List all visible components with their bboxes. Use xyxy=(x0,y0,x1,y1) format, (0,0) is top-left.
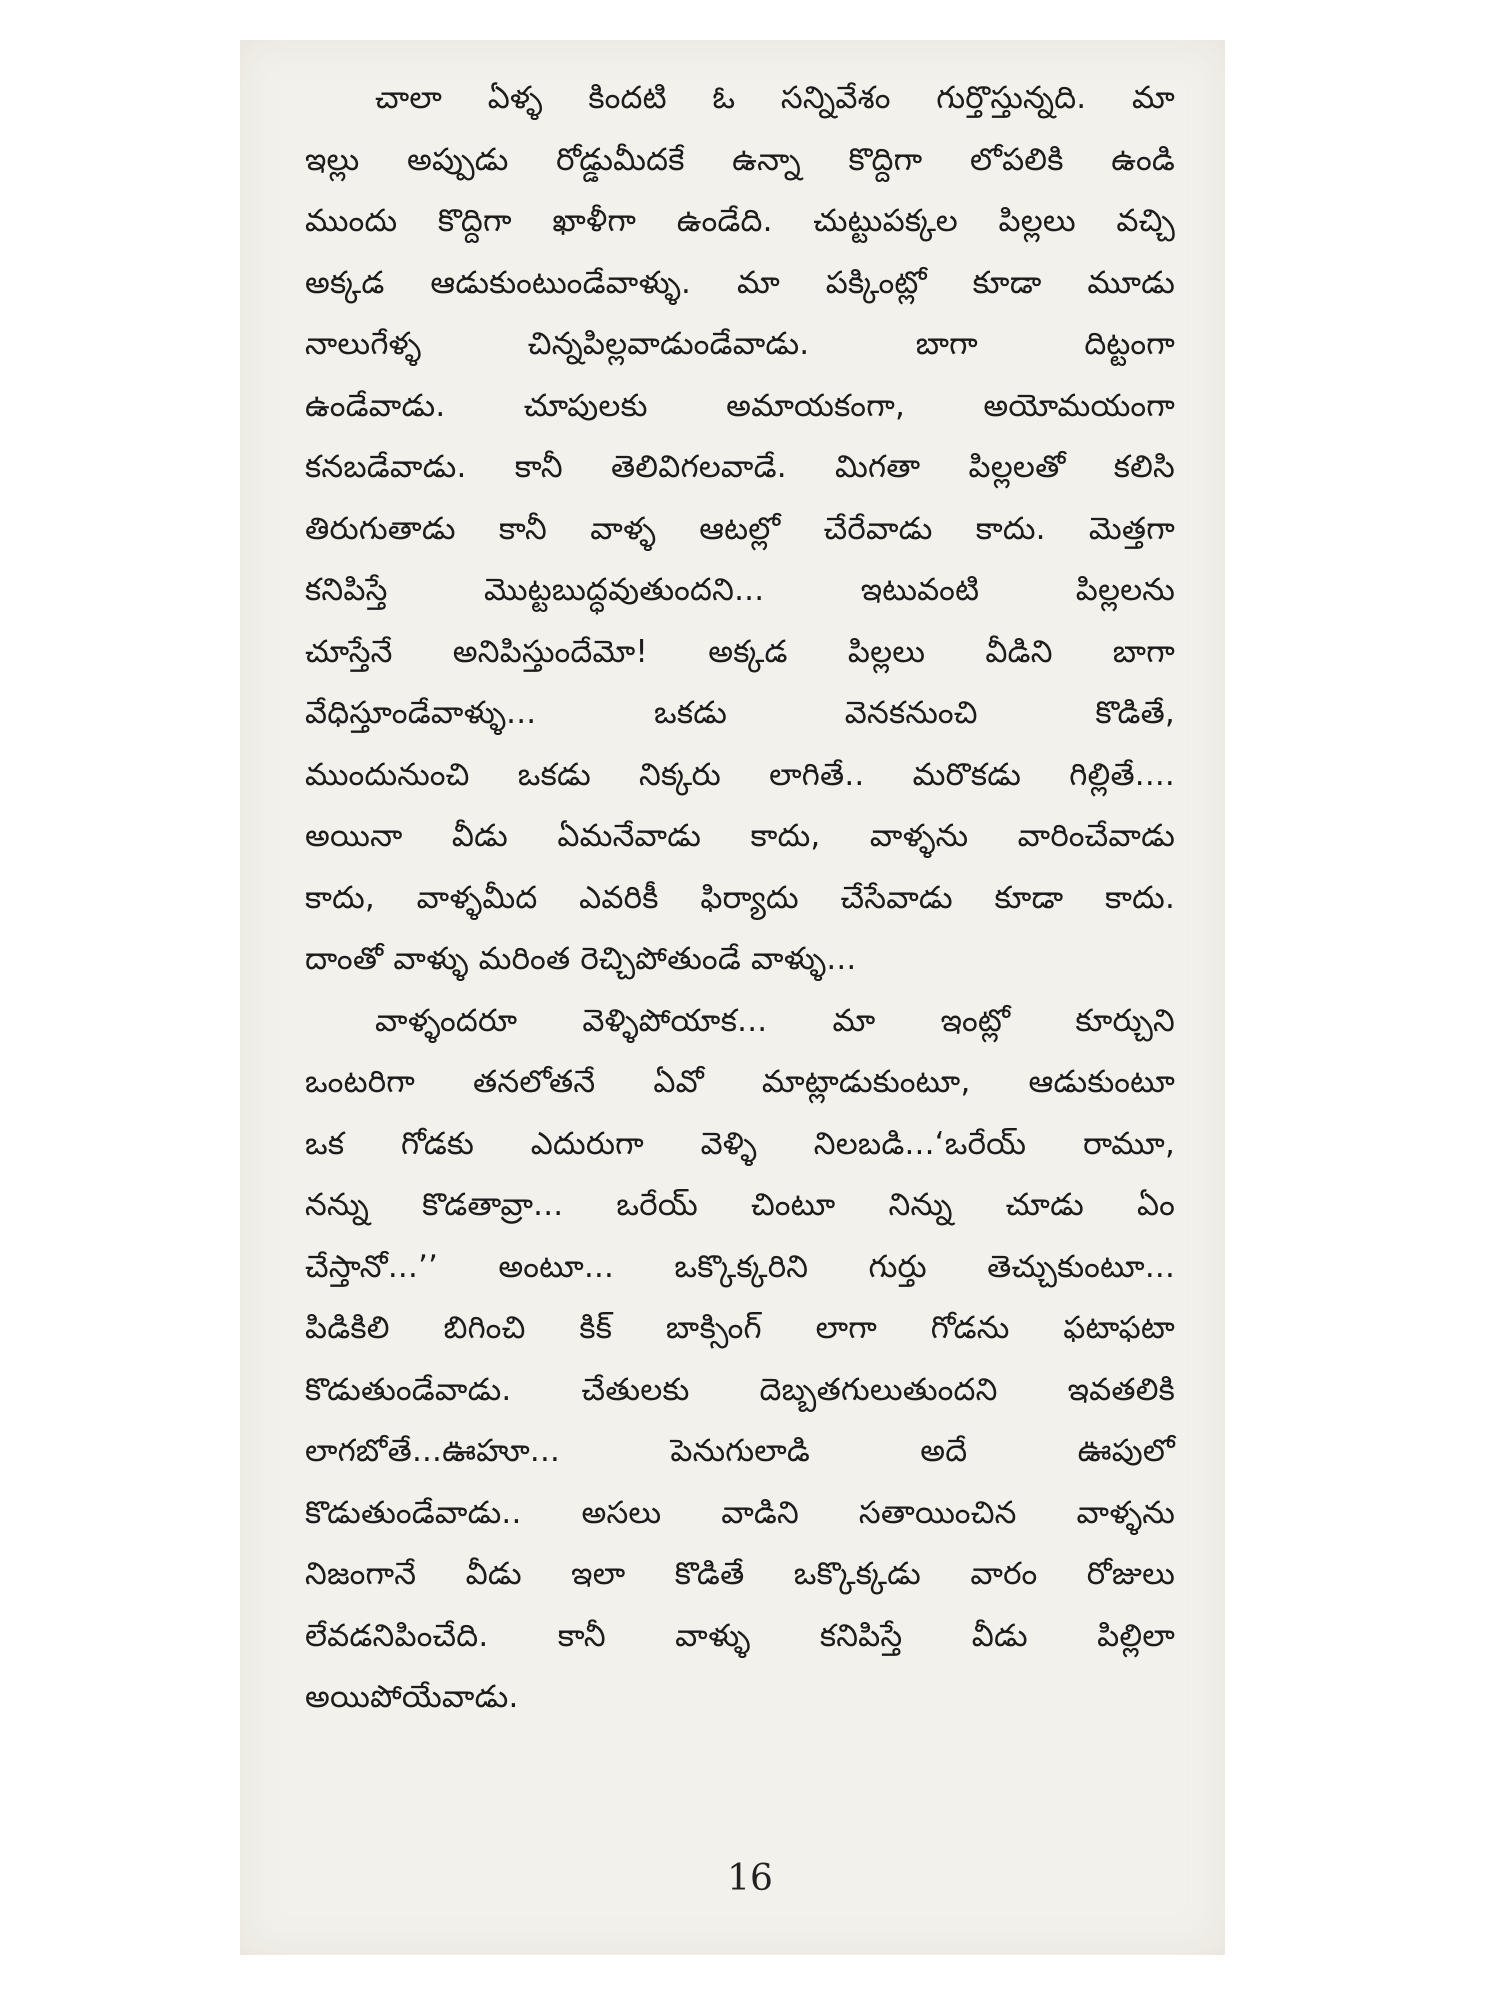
text-line: ముందు కొద్దిగా ఖాళీగా ఉండేది. చుట్టుపక్కల పిల్లలు వచ్చి xyxy=(305,203,1175,239)
paragraph-1 xyxy=(305,68,1175,991)
paragraph-2 xyxy=(305,991,1175,1729)
text-line: పిడికిలి బిగించి కిక్ బాక్సింగ్ లాగా గోడను ఫటాఫటా xyxy=(305,1310,1175,1346)
text-line: కొడుతుండేవాడు.. అసలు వాడిని సతాయించిన వాళ్ళను xyxy=(305,1494,1175,1531)
text-line: నిజంగానే వీడు ఇలా కొడితే ఒక్కొక్కడు వారం రోజులు xyxy=(305,1556,1175,1592)
text-line: ముందునుంచి ఒకడు నిక్కరు లాగితే.. మరొకడు గిల్లితే.... xyxy=(305,756,1175,793)
text-line: కొడుతుండేవాడు. చేతులకు దెబ్బతగులుతుందని ఇవతలికి xyxy=(305,1371,1175,1408)
text-line: వాళ్ళందరూ వెళ్ళిపోయాక... మా ఇంట్లో కూర్చుని xyxy=(375,1002,1175,1039)
text-line: లేవడనిపించేది. కానీ వాళ్ళు కనిపిస్తే వీడు పిల్లిలా xyxy=(305,1617,1175,1654)
text-line: దాంతో వాళ్ళు మరింత రెచ్చిపోతుండే వాళ్ళు... xyxy=(305,941,857,977)
text-line: తిరుగుతాడు కానీ వాళ్ళ ఆటల్లో చేరేవాడు కాదు. మెత్తగా xyxy=(305,510,1175,547)
text-line: లాగబోతే...ఊహూ... పెనుగులాడి అదే ఊపులో xyxy=(305,1433,1175,1469)
text-line: చేస్తానో...’’ అంటూ... ఒక్కొక్కరిని గుర్తు తెచ్చుకుంటూ... xyxy=(305,1248,1175,1285)
text-line: అయిపోయేవాడు. xyxy=(305,1679,519,1715)
text-line: ఒక గోడకు ఎదురుగా వెళ్ళి నిలబడి...‘ఒరేయ్ రామూ, xyxy=(305,1125,1175,1162)
page-body xyxy=(305,68,1175,1729)
text-line: అక్కడ ఆడుకుంటుండేవాళ్ళు. మా పక్కింట్లో కూడా మూడు xyxy=(305,264,1175,301)
text-line: కనబడేవాడు. కానీ తెలివిగలవాడే. మిగతా పిల్లలతో కలిసి xyxy=(305,449,1175,485)
page-number: 16 xyxy=(727,1858,773,1899)
text-line: అయినా వీడు ఏమనేవాడు కాదు, వాళ్ళను వారించేవాడు xyxy=(305,818,1175,854)
text-line: కాదు, వాళ్ళమీద ఎవరికీ ఫిర్యాదు చేసేవాడు కూడా కాదు. xyxy=(305,879,1175,916)
text-line: నాలుగేళ్ళ చిన్నపిల్లవాడుండేవాడు. బాగా దిట్టంగా xyxy=(305,326,1175,362)
text-line: ఇల్లు అప్పుడు రోడ్డుమీదకే ఉన్నా కొద్దిగా లోపలికి ఉండి xyxy=(305,141,1175,178)
text-line: కనిపిస్తే మొట్టబుద్ధవుతుందని... ఇటువంటి పిల్లలను xyxy=(305,572,1175,608)
text-line: నన్ను కొడతావ్రా... ఒరేయ్ చింటూ నిన్ను చూడు ఏం xyxy=(305,1187,1175,1223)
text-line: చాలా ఏళ్ళ కిందటి ఓ సన్నివేశం గుర్తొస్తున్నది. మా xyxy=(375,80,1175,116)
text-line: చూస్తేనే అనిపిస్తుందేమో! అక్కడ పిల్లలు వీడిని బాగా xyxy=(305,633,1175,670)
text-line: ఉండేవాడు. చూపులకు అమాయకంగా, అయోమయంగా xyxy=(305,387,1175,424)
text-line: వేధిస్తూండేవాళ్ళు... ఒకడు వెనకనుంచి కొడితే, xyxy=(305,695,1175,731)
text-line: ఒంటరిగా తనలోతనే ఏవో మాట్లాడుకుంటూ, ఆడుకుంటూ xyxy=(305,1064,1175,1100)
